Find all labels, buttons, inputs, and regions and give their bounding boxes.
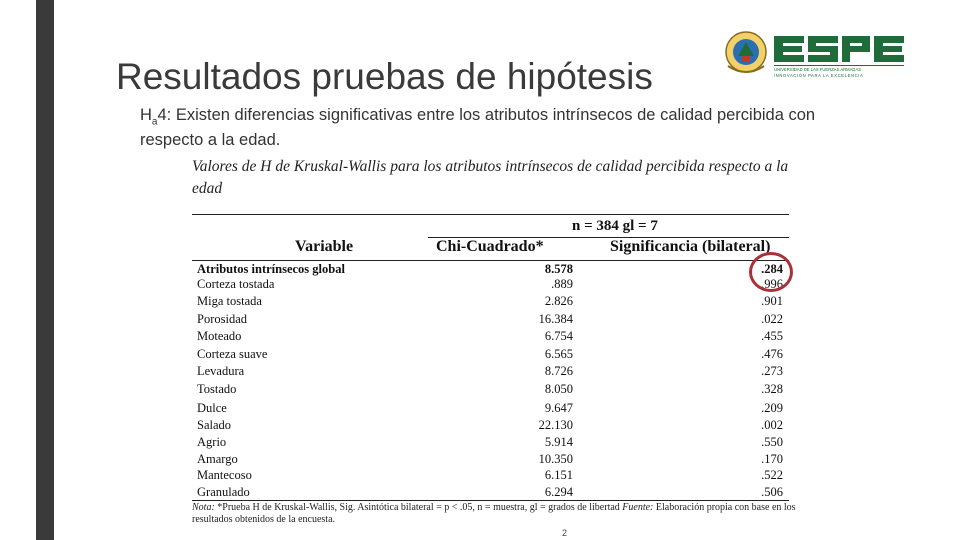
cell-chi-square: 6.294: [544, 485, 573, 499]
cell-variable: Granulado: [197, 485, 250, 499]
slide-accent-bar: [36, 0, 54, 540]
note-label: Nota:: [192, 502, 215, 513]
hypothesis-text: 4: Existen diferencias significativas entre los atributos intrínsecos de calidad percibida con respecto a la edad.: [140, 106, 816, 150]
header-group: n = 384 gl = 7: [572, 218, 658, 234]
table-bottom-rule: [192, 500, 789, 501]
cell-significance: .209: [761, 401, 783, 415]
cell-significance: .284: [761, 262, 783, 276]
cell-chi-square: 10.350: [538, 452, 573, 466]
cell-chi-square: 16.384: [538, 312, 573, 326]
cell-variable: Salado: [197, 418, 232, 432]
table-row: [192, 294, 789, 310]
cell-significance: .273: [761, 364, 783, 378]
espe-wordmark: [774, 36, 904, 62]
cell-significance: .506: [761, 485, 783, 499]
cell-chi-square: 8.726: [544, 364, 573, 378]
cell-variable: Miga tostada: [197, 294, 262, 308]
logo-line1: UNIVERSIDAD DE LAS FUERZAS ARMADAS: [774, 67, 862, 72]
table-row: [192, 329, 789, 345]
page-number: 2: [562, 528, 568, 538]
cell-significance: .901: [761, 294, 783, 308]
cell-chi-square: 6.151: [544, 468, 573, 482]
cell-chi-square: 2.826: [544, 294, 573, 308]
table-note: [192, 502, 804, 526]
table-row: [192, 435, 789, 451]
cell-variable: Tostado: [197, 382, 237, 396]
cell-variable: Porosidad: [197, 312, 247, 326]
cell-chi-square: 6.565: [544, 347, 573, 361]
cell-chi-square: 6.754: [544, 329, 573, 343]
espe-logo: [722, 26, 914, 82]
table-caption: Valores de H de Kruskal-Wallis para los atributos intrínsecos de calidad percibida respecto a la edad: [192, 158, 789, 197]
cell-chi-square: .889: [551, 277, 573, 291]
cell-chi-square: 8.050: [544, 382, 573, 396]
cell-chi-square: 22.130: [538, 418, 573, 432]
table-row: [192, 364, 789, 380]
hypothesis-prefix: H: [140, 106, 152, 124]
cell-significance: .170: [761, 452, 783, 466]
table-row: [192, 312, 789, 328]
table-row: [192, 468, 789, 484]
cell-significance: .476: [761, 347, 783, 361]
cell-variable: Corteza suave: [197, 347, 268, 361]
column-header-chi: Chi-Cuadrado*: [436, 238, 544, 255]
cell-significance: .022: [761, 312, 783, 326]
cell-variable: Agrio: [197, 435, 227, 449]
cell-chi-square: 8.578: [544, 262, 573, 276]
column-header-sig: Significancia (bilateral): [610, 238, 771, 255]
cell-variable: Dulce: [197, 401, 227, 415]
slide-title: Resultados pruebas de hipótesis: [116, 56, 653, 97]
table-row: [192, 382, 789, 398]
note-text: *Prueba H de Kruskal-Wallis, Sig. Asintótica bilateral = p < .05, n = muestra, gl = grados de libertad: [214, 502, 623, 513]
hypothesis-subscript: a: [151, 116, 158, 128]
table-row: [192, 418, 789, 434]
table-row: [192, 401, 789, 417]
cell-variable: Corteza tostada: [197, 277, 275, 291]
university-seal-icon: [726, 32, 766, 72]
column-header-variable: Variable: [295, 238, 354, 255]
table-top-rule: [192, 214, 789, 215]
hypothesis-statement: [140, 106, 860, 149]
table-row: [192, 277, 789, 293]
cell-significance: .550: [761, 435, 783, 449]
cell-chi-square: 5.914: [544, 435, 573, 449]
cell-variable: Amargo: [197, 452, 238, 466]
logo-line2: INNOVACIÓN PARA LA EXCELENCIA: [774, 73, 864, 78]
cell-significance: .328: [761, 382, 783, 396]
table-row: [192, 347, 789, 363]
cell-variable: Mantecoso: [197, 468, 252, 482]
cell-variable: Levadura: [197, 364, 245, 378]
cell-variable: Moteado: [197, 329, 242, 343]
cell-chi-square: 9.647: [544, 401, 573, 415]
cell-variable: Atributos intrínsecos global: [197, 262, 345, 276]
table-row: [192, 262, 789, 278]
note-source-text: Elaboración propia con base en los resultados obtenidos de la encuesta.: [192, 502, 796, 525]
table-row: [192, 485, 789, 501]
note-source-label: Fuente:: [622, 502, 654, 513]
cell-significance: .002: [761, 418, 783, 432]
cell-significance: .455: [761, 329, 783, 343]
table-header-rule: [192, 260, 789, 261]
cell-significance: .522: [761, 468, 783, 482]
cell-significance: .996: [761, 277, 783, 291]
table-row: [192, 452, 789, 468]
highlight-circle: [749, 252, 793, 292]
